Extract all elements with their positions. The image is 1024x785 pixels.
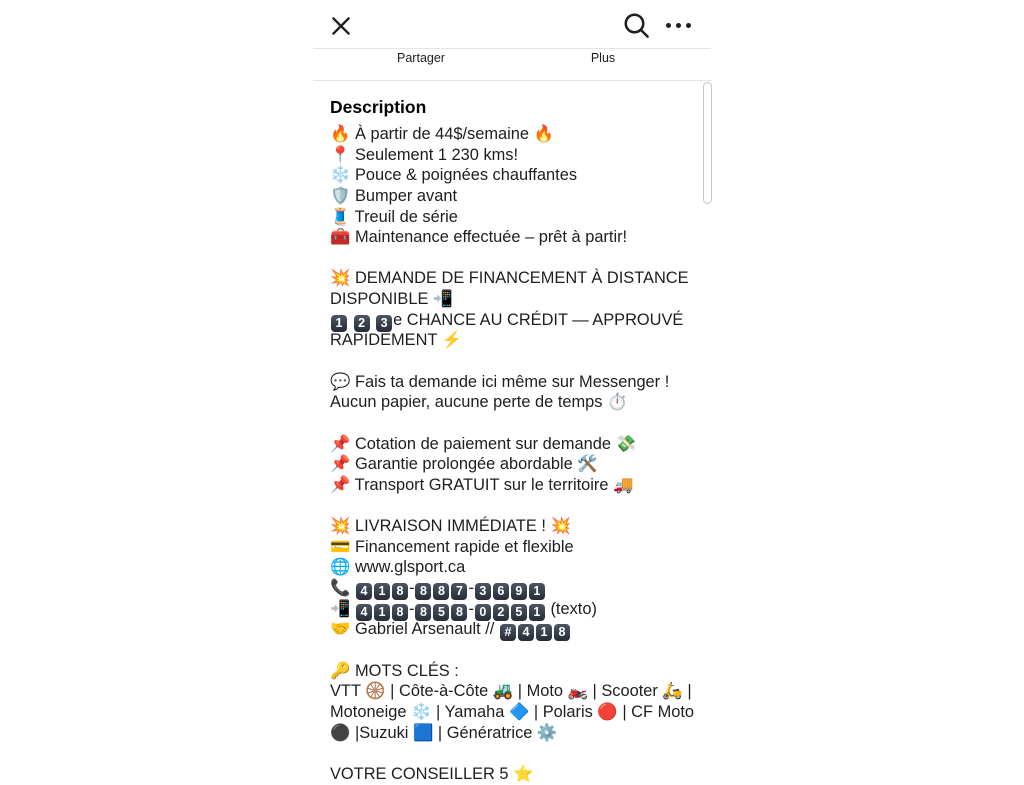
keycap-digit: 8 [392,583,408,600]
actionbar-divider [313,80,711,81]
description-line [330,743,702,764]
keycap-digit: 1 [529,604,545,621]
keycap-digit: 4 [356,583,372,600]
keycap-digit: # [500,624,516,641]
description-line: Motoneige ❄️ | Yamaha 🔷 | Polaris 🔴 | CF Moto [330,702,695,721]
description-line: 💥 DEMANDE DE FINANCEMENT À DISTANCE [330,269,689,288]
description-line: 💥 LIVRAISON IMMÉDIATE ! 💥 [330,517,571,536]
ellipsis-icon [666,23,691,28]
more-button[interactable]: Plus [590,51,616,65]
close-icon-glyph [328,13,354,39]
keycap-digit: 0 [475,604,491,621]
keycap-digit: 3 [376,315,392,332]
keycap-digit: 4 [356,604,372,621]
description-line [330,248,702,269]
keycap-digit: 1 [374,604,390,621]
description-text [330,124,702,785]
description-line: VTT 🛞 | Côte-à-Côte 🚜 | Moto 🏍️ | Scooter 🛵 | [330,682,692,701]
keycap-digit: 2 [493,604,509,621]
keycap-digit: 8 [415,604,431,621]
keycap-digit: 5 [433,604,449,621]
keycap-digit: 6 [493,583,509,600]
description-line: 💬 Fais ta demande ici même sur Messenger ! [330,372,670,391]
description-heading: Description [330,97,427,117]
description-line: ⚫ |Suzuki 🟦 | Génératrice ⚙️ [330,723,558,742]
description-line: 🔥 À partir de 44$/semaine 🔥 [330,125,554,143]
description-line [330,413,702,434]
more-options-icon[interactable] [666,23,691,28]
description-line: 🤝 Gabriel Arsenault // # 4 1 8 [330,619,702,640]
description-line: 📞 4 1 8 - 8 8 7 - 3 6 9 1 [330,578,702,599]
topbar-divider [313,48,711,49]
description-line [330,640,702,661]
description-line: RAPIDEMENT ⚡ [330,331,463,350]
keycap-digit: 2 [354,315,370,332]
keycap-digit: 1 [536,624,552,641]
keycap-digit: 8 [433,583,449,600]
description-line: 💳 Financement rapide et flexible [330,537,574,556]
keycap-digit: 9 [511,583,527,600]
keycap-digit: 1 [374,583,390,600]
keycap-digit: 1 [331,315,347,332]
description-line [330,351,702,372]
description-line: DISPONIBLE 📲 [330,290,454,309]
keycap-digit: 8 [392,604,408,621]
description-line [330,496,702,517]
description-line: 📌 Garantie prolongée abordable 🛠️ [330,455,598,474]
keycap-digit: 1 [529,583,545,600]
description-line: 📌 Cotation de paiement sur demande 💸 [330,434,636,453]
keycap-digit: 8 [554,624,570,641]
search-icon[interactable] [622,11,652,41]
keycap-digit: 3 [475,583,491,600]
description-line: 🌐 www.glsport.ca [330,558,466,577]
description-line: Aucun papier, aucune perte de temps ⏱️ [330,393,628,412]
search-icon-glyph [622,11,652,41]
description-line: ❄️ Pouce & poignées chauffantes [330,166,578,185]
description-line: 🧰 Maintenance effectuée – prêt à partir! [330,228,628,247]
description-line: VOTRE CONSEILLER 5 ⭐ [330,764,534,783]
keycap-digit: 5 [511,604,527,621]
description-line: 📍 Seulement 1 230 kms! [330,145,519,164]
description-line: 1 2 3 e CHANCE AU CRÉDIT — APPROUVÉ [330,310,702,331]
description-line: 📌 Transport GRATUIT sur le territoire 🚚 [330,475,634,494]
keycap-digit: 8 [415,583,431,600]
description-line: 🔑 MOTS CLÉS : [330,661,459,680]
keycap-digit: 7 [451,583,467,600]
keycap-digit: 4 [518,624,534,641]
scrollbar-thumb[interactable] [703,82,712,204]
share-button[interactable]: Partager [397,51,445,65]
description-line: 🧵 Treuil de série [330,207,458,226]
description-line: 📲 4 1 8 - 8 5 8 - 0 2 5 1 (texto) [330,599,597,619]
close-icon[interactable] [328,13,354,39]
keycap-digit: 8 [451,604,467,621]
description-line: 🛡️ Bumper avant [330,186,458,205]
